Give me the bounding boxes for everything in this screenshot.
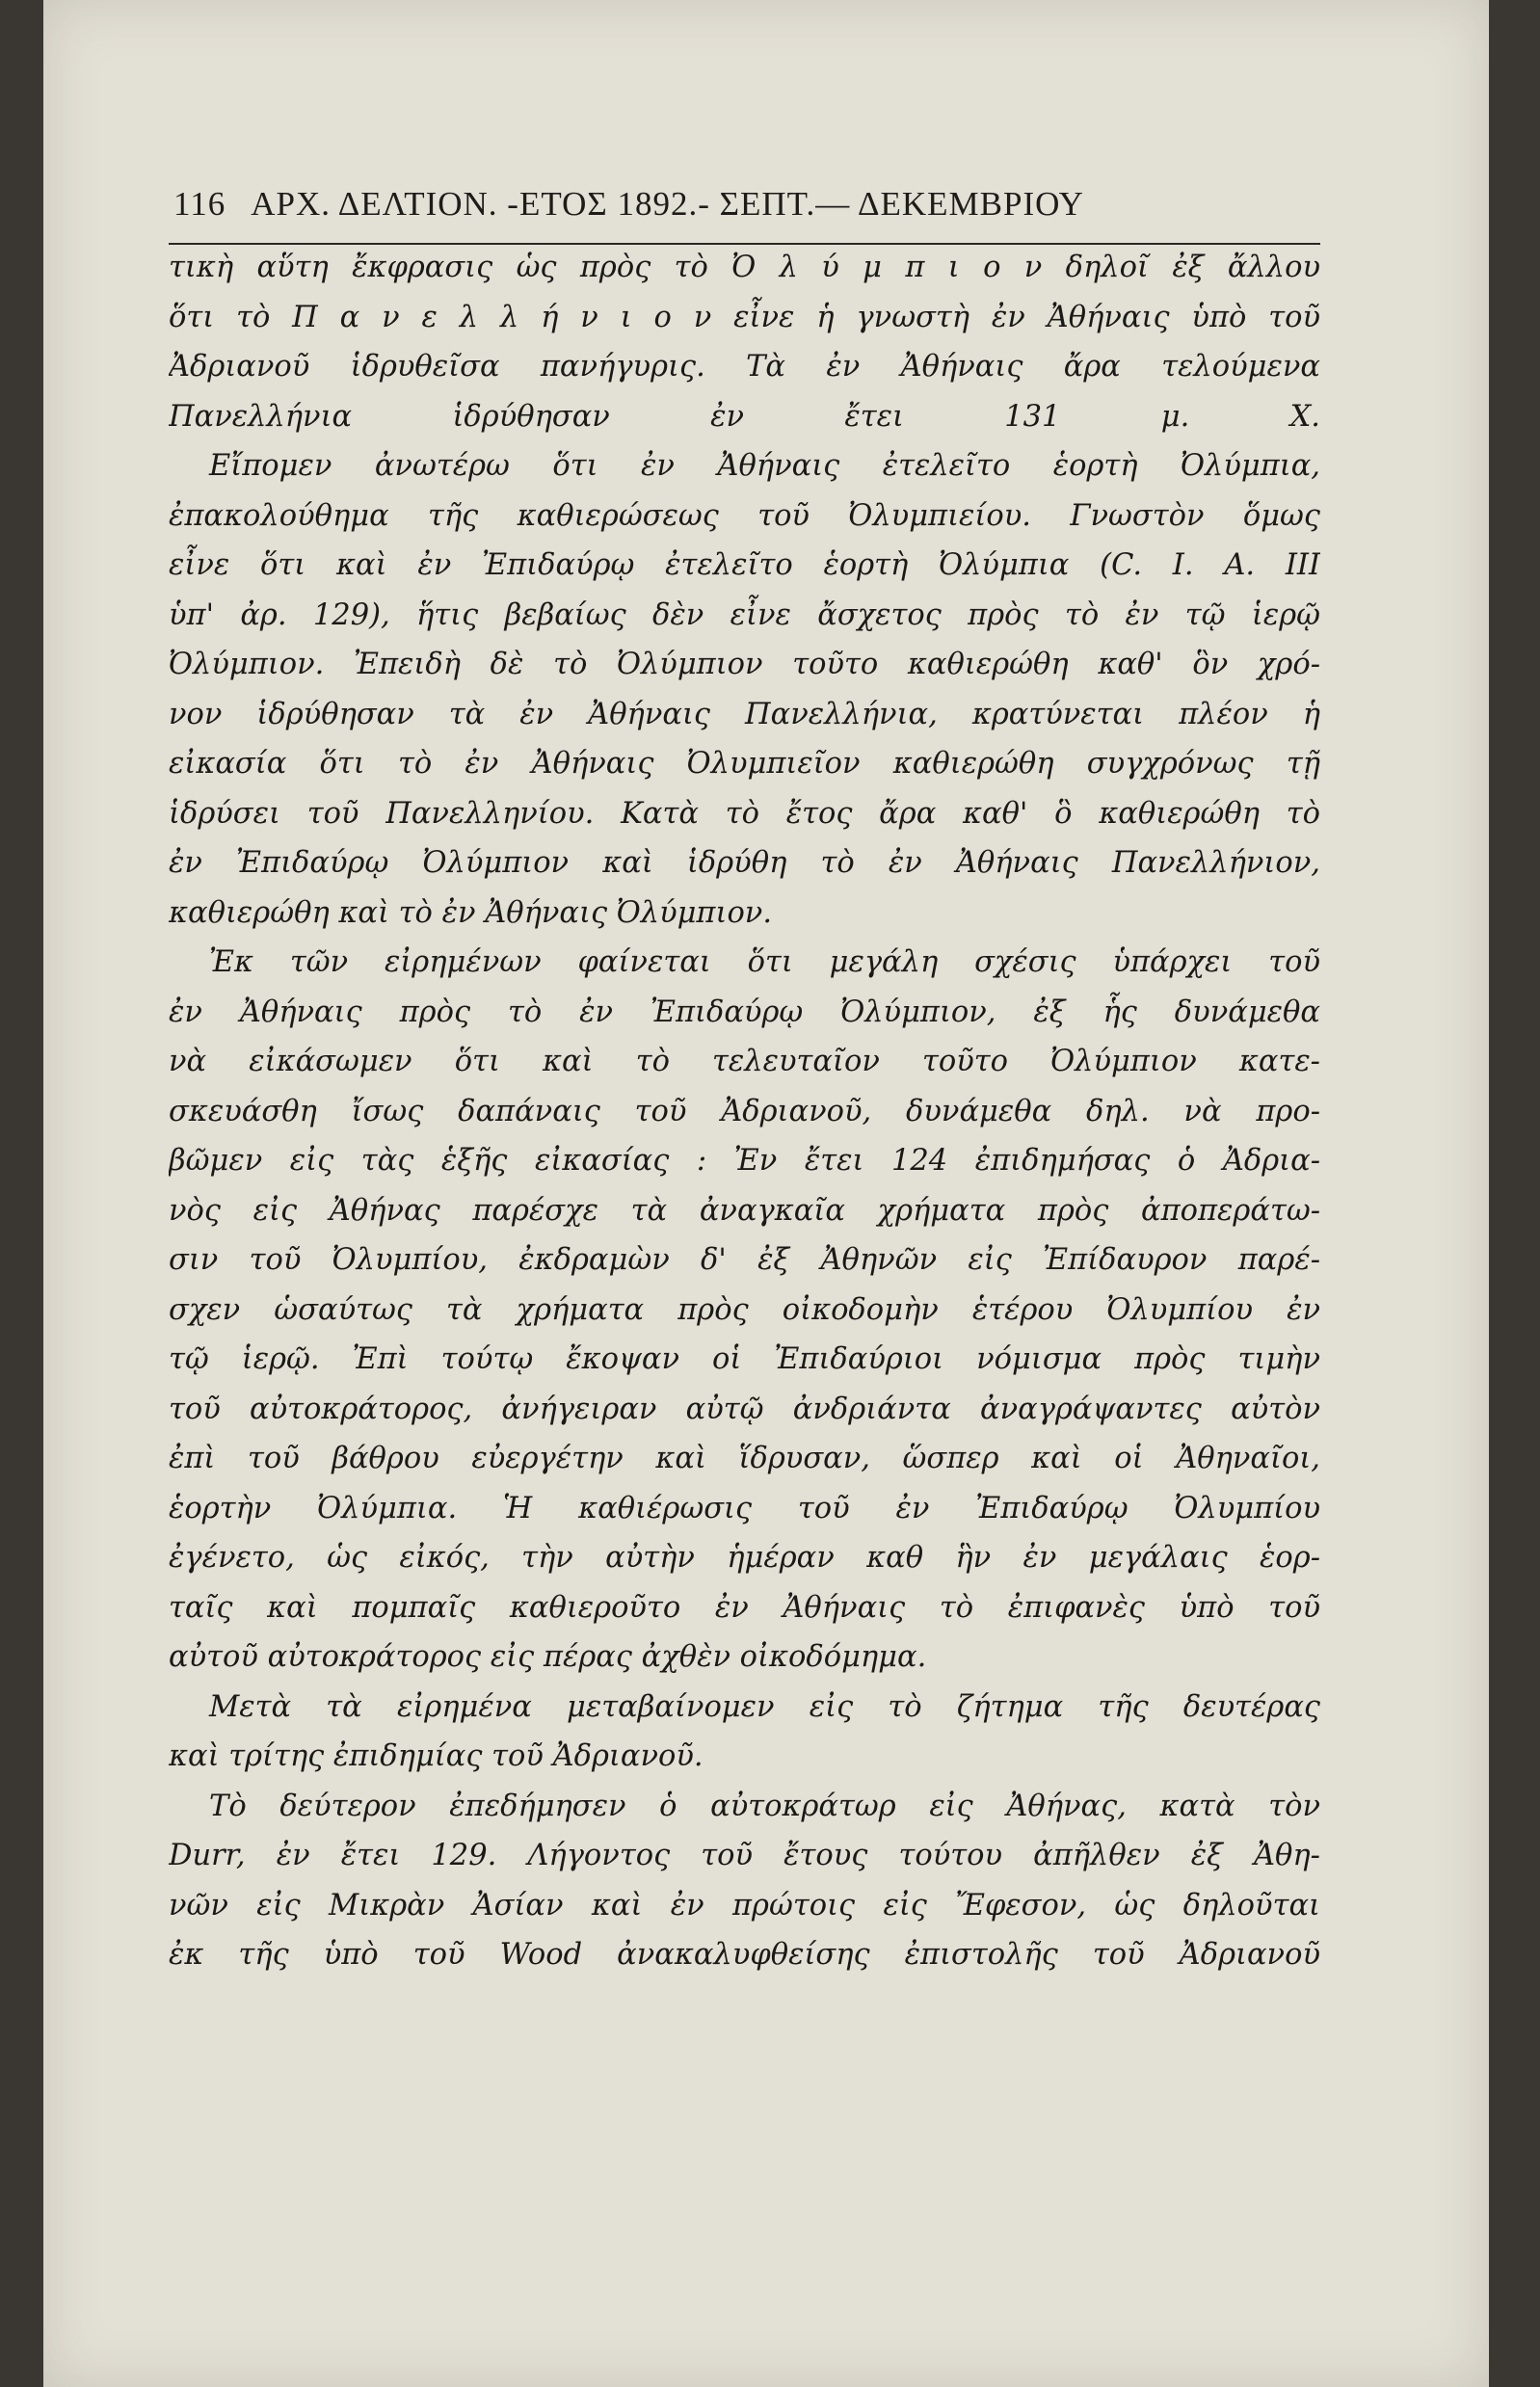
text-line: Εἴπομεν ἀνωτέρω ὅτι ἐν Ἀθήναις ἐτελεῖτο ἑορτὴ Ὀλύμπια, (209, 449, 1320, 483)
text-line: ταῖς καὶ πομπαῖς καθιεροῦτο ἐν Ἀθήναις τὸ ἐπιφανὲς ὑπὸ τοῦ (169, 1590, 1320, 1625)
text-line: ἐπακολούθημα τῆς καθιερώσεως τοῦ Ὀλυμπιείου. Γνωστὸν ὅμως (169, 498, 1320, 533)
body-text (169, 243, 1320, 1980)
text-line: καὶ τρίτης ἐπιδημίας τοῦ Ἀδριανοῦ. (169, 1739, 704, 1773)
text-line: εἶνε ὅτι καὶ ἐν Ἐπιδαύρῳ ἐτελεῖτο ἑορτὴ Ὀλύμπια (C. I. A. III (169, 548, 1320, 582)
text-line: Πανελλήνια ἱδρύθησαν ἐν ἔτει 131 μ. Χ. (169, 399, 1320, 434)
text-line: τῷ ἱερῷ. Ἐπὶ τούτῳ ἔκοψαν οἱ Ἐπιδαύριοι νόμισμα πρὸς τιμὴν (169, 1342, 1320, 1376)
text-line: ἐν Ἀθήναις πρὸς τὸ ἐν Ἐπιδαύρῳ Ὀλύμπιον, ἐξ ἧς δυνάμεθα (169, 995, 1320, 1029)
text-line: ἐκ τῆς ὑπὸ τοῦ Wood ἀνακαλυφθείσης ἐπιστολῆς τοῦ Ἀδριανοῦ (169, 1938, 1320, 1972)
text-line: εἰκασία ὅτι τὸ ἐν Ἀθήναις Ὀλυμπιεῖον καθιερώθη συγχρόνως τῇ (169, 747, 1320, 781)
text-line: τοῦ αὐτοκράτορος, ἀνήγειραν αὐτῷ ἀνδριάντα ἀναγράψαντες αὐτὸν (169, 1392, 1320, 1426)
text-line: ὑπ' ἀρ. 129), ἥτις βεβαίως δὲν εἶνε ἄσχετος πρὸς τὸ ἐν τῷ ἱερῷ (169, 597, 1320, 632)
page-number: 116 (173, 185, 226, 223)
text-line: ἑορτὴν Ὀλύμπια. Ἡ καθιέρωσις τοῦ ἐν Ἐπιδαύρῳ Ὀλυμπίου (169, 1491, 1320, 1525)
text-line: καθιερώθη καὶ τὸ ἐν Ἀθήναις Ὀλύμπιον. (169, 895, 773, 930)
text-line: σιν τοῦ Ὀλυμπίου, ἐκδραμὼν δ' ἐξ Ἀθηνῶν εἰς Ἐπίδαυρον παρέ- (169, 1243, 1320, 1277)
text-line: αὐτοῦ αὐτοκράτορος εἰς πέρας ἀχθὲν οἰκοδόμημα. (169, 1640, 927, 1674)
text-line: ὅτι τὸ Π α ν ε λ λ ή ν ι ο ν εἶνε ἡ γνωστὴ ἐν Ἀθήναις ὑπὸ τοῦ (169, 300, 1320, 334)
text-line: νον ἱδρύθησαν τὰ ἐν Ἀθήναις Πανελλήνια, κρατύνεται πλέον ἡ (169, 697, 1320, 731)
running-title: ΑΡΧ. ΔΕΛΤΙΟΝ. -ΕΤΟΣ 1892.- ΣΕΠΤ.— ΔΕΚΕΜΒΡΙΟΥ (251, 185, 1084, 223)
text-line: Durr, ἐν ἔτει 129. Λήγοντος τοῦ ἔτους τούτου ἀπῆλθεν ἐξ Ἀθη- (169, 1839, 1320, 1872)
text-line: Ἀδριανοῦ ἱδρυθεῖσα πανήγυρις. Τὰ ἐν Ἀθήναις ἄρα τελούμενα (169, 350, 1320, 384)
text-line: Μετὰ τὰ εἰρημένα μεταβαίνομεν εἰς τὸ ζήτημα τῆς δευτέρας (209, 1689, 1320, 1724)
text-line: νῶν εἰς Μικρὰν Ἀσίαν καὶ ἐν πρώτοις εἰς Ἔφεσον, ὡς δηλοῦται (169, 1888, 1320, 1923)
text-line: νὰ εἰκάσωμεν ὅτι καὶ τὸ τελευταῖον τοῦτο Ὀλύμπιον κατε- (169, 1045, 1320, 1078)
running-header (173, 185, 1320, 224)
text-line: τικὴ αὕτη ἔκφρασις ὡς πρὸς τὸ Ὀ λ ύ μ π ι ο ν δηλοῖ ἐξ ἄλλου (169, 251, 1320, 284)
text-line: σκευάσθη ἴσως δαπάναις τοῦ Ἀδριανοῦ, δυνάμεθα δηλ. νὰ προ- (169, 1094, 1320, 1128)
text-line: Ὀλύμπιον. Ἐπειδὴ δὲ τὸ Ὀλύμπιον τοῦτο καθιερώθη καθ' ὃν χρό- (169, 648, 1320, 681)
text-line: βῶμεν εἰς τὰς ἑξῆς εἰκασίας : Ἐν ἔτει 124 ἐπιδημήσας ὁ Ἀδρια- (169, 1144, 1320, 1178)
text-line: Ἐκ τῶν εἰρημένων φαίνεται ὅτι μεγάλη σχέσις ὑπάρχει τοῦ (209, 945, 1320, 979)
text-line: ἱδρύσει τοῦ Πανελληνίου. Κατὰ τὸ ἔτος ἄρα καθ' ὃ καθιερώθη τὸ (169, 796, 1320, 831)
text-line: νὸς εἰς Ἀθήνας παρέσχε τὰ ἀναγκαῖα χρήματα πρὸς ἀποπεράτω- (169, 1193, 1320, 1228)
text-line: σχεν ὡσαύτως τὰ χρήματα πρὸς οἰκοδομὴν ἑτέρου Ὀλυμπίου ἐν (169, 1292, 1320, 1327)
text-line: ἐν Ἐπιδαύρῳ Ὀλύμπιον καὶ ἱδρύθη τὸ ἐν Ἀθήναις Πανελλήνιον, (169, 846, 1320, 880)
book-page (43, 0, 1489, 2387)
text-line: Τὸ δεύτερον ἐπεδήμησεν ὁ αὐτοκράτωρ εἰς Ἀθήνας, κατὰ τὸν (209, 1789, 1320, 1823)
text-line: ἐπὶ τοῦ βάθρου εὐεργέτην καὶ ἵδρυσαν, ὥσπερ καὶ οἱ Ἀθηναῖοι, (169, 1442, 1320, 1475)
text-line: ἐγένετο, ὡς εἰκός, τὴν αὐτὴν ἡμέραν καθ ἣν ἐν μεγάλαις ἑορ- (169, 1541, 1320, 1575)
